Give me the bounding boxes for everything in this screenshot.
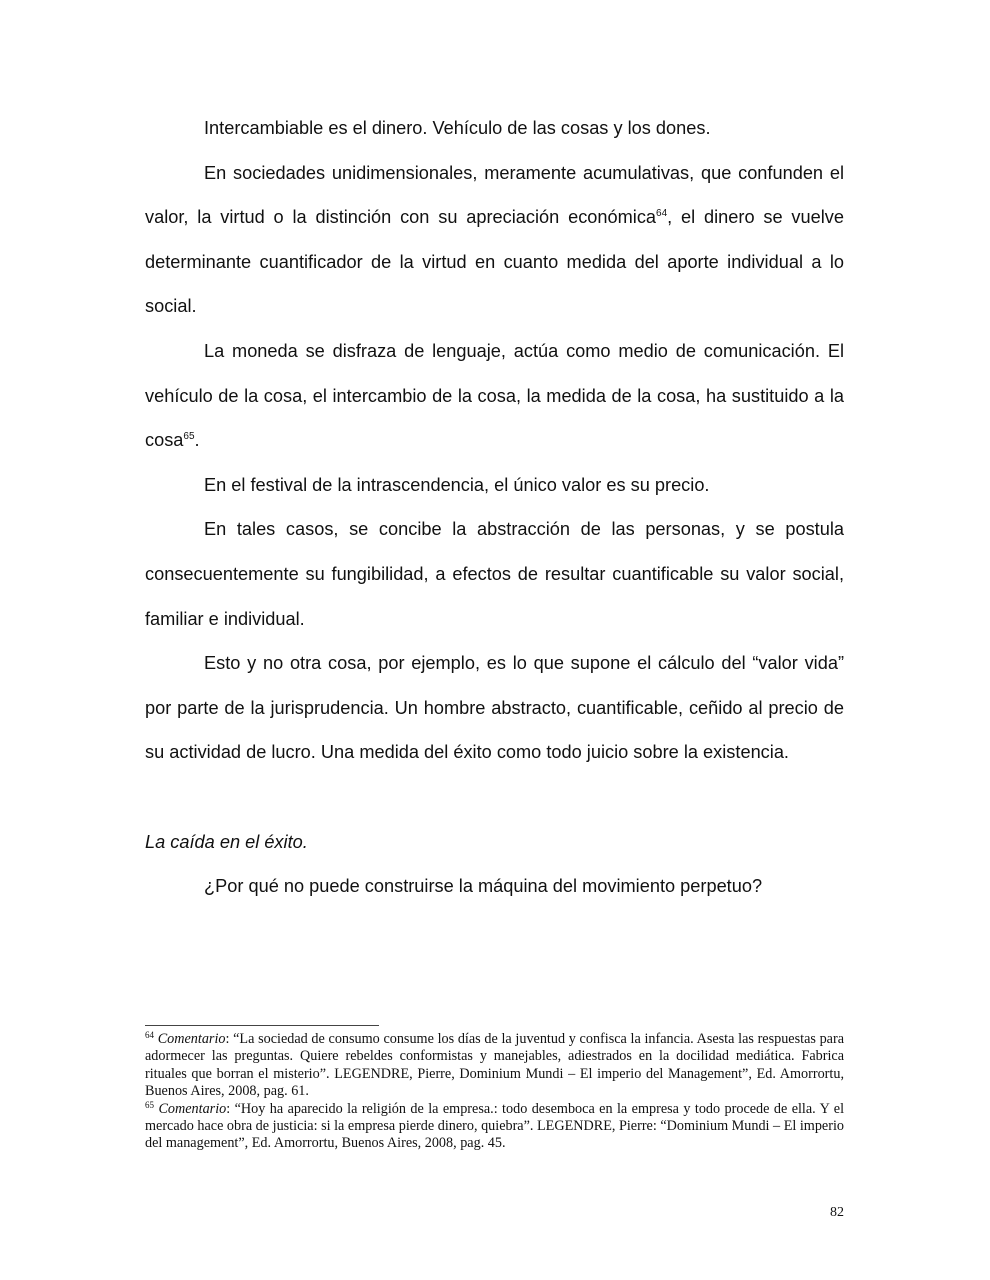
footnote-ref-65[interactable]: 65 [183, 431, 195, 443]
footnote-text: : “Hoy ha aparecido la religión de la empresa.: todo desemboca en la empresa y todo procede de ella. Y el mercado hace obra de justicia: si la empresa pierde dinero, quiebra”. LEGENDRE, Pierre: “Dominium Mundi – El imperio del management”, Ed. Amorrortu, Buenos Aires, 2008, pag. 45. [145, 1100, 845, 1152]
footnote-65 [145, 1101, 844, 1153]
footnote-label: Comentario [157, 1031, 226, 1047]
paragraph-3-text-b: . [194, 430, 200, 451]
paragraph-6: Esto y no otra cosa, por ejemplo, es lo que supone el cálculo del “valor vida” por parte de la jurisprudencia. Un hombre abstracto, cuantificable, ceñido al precio de su actividad de lucro. Una medida del éxito como todo juicio sobre la existencia. [145, 653, 844, 763]
paragraph-3-text-a: La moneda se disfraza de lenguaje, actúa como medio de comunicación. El vehículo de la cosa, el intercambio de la cosa, la medida de la cosa, ha sustituido a la cosa [145, 340, 844, 451]
footnote-separator [145, 1025, 379, 1026]
paragraph-3 [145, 329, 844, 463]
section-title: La caída en el éxito. [145, 831, 308, 852]
paragraph-4: En el festival de la intrascendencia, el único valor es su precio. [204, 474, 710, 495]
paragraph-5: En tales casos, se concibe la abstracción de las personas, y se postula consecuentemente su fungibilidad, a efectos de resultar cuantificable su valor social, familiar e individual. [145, 519, 844, 629]
footnote-number: 64 [145, 1030, 154, 1040]
footnotes [145, 1031, 844, 1153]
paragraph-1: Intercambiable es el dinero. Vehículo de las cosas y los dones. [204, 118, 711, 138]
footnote-label: Comentario [158, 1100, 227, 1117]
footnote-64 [145, 1031, 844, 1101]
paragraph-2-text-a: En sociedades unidimensionales, meramente acumulativas, que confunden el valor, la virtud o la distinción con su apreciación económica [145, 162, 844, 228]
footnote-ref-64[interactable]: 64 [656, 208, 668, 220]
section-question: ¿Por qué no puede construirse la máquina del movimiento perpetuo? [204, 876, 763, 897]
page-number: 82 [830, 1205, 844, 1220]
footnote-text: : “La sociedad de consumo consume los días de la juventud y confisca la infancia. Asesta las respuestas para adormecer las preguntas. Quiere rebeldes conformistas y manejables, adiestrados en la docilidad mediática. Fabrica rituales que borran el misterio”. LEGENDRE, Pierre, Dominium Mundi – El imperio del Management”, Ed. Amorrortu, Buenos Aires, 2008, pag. 61. [145, 1031, 845, 1100]
body-text [145, 106, 844, 909]
paragraph-2 [145, 151, 844, 329]
paragraph-2-text-b: , el dinero se vuelve determinante cuantificador de la virtud en cuanto medida del aporte individual a lo social. [145, 207, 844, 317]
section-spacer [145, 775, 844, 820]
footnote-number: 65 [145, 1099, 154, 1110]
